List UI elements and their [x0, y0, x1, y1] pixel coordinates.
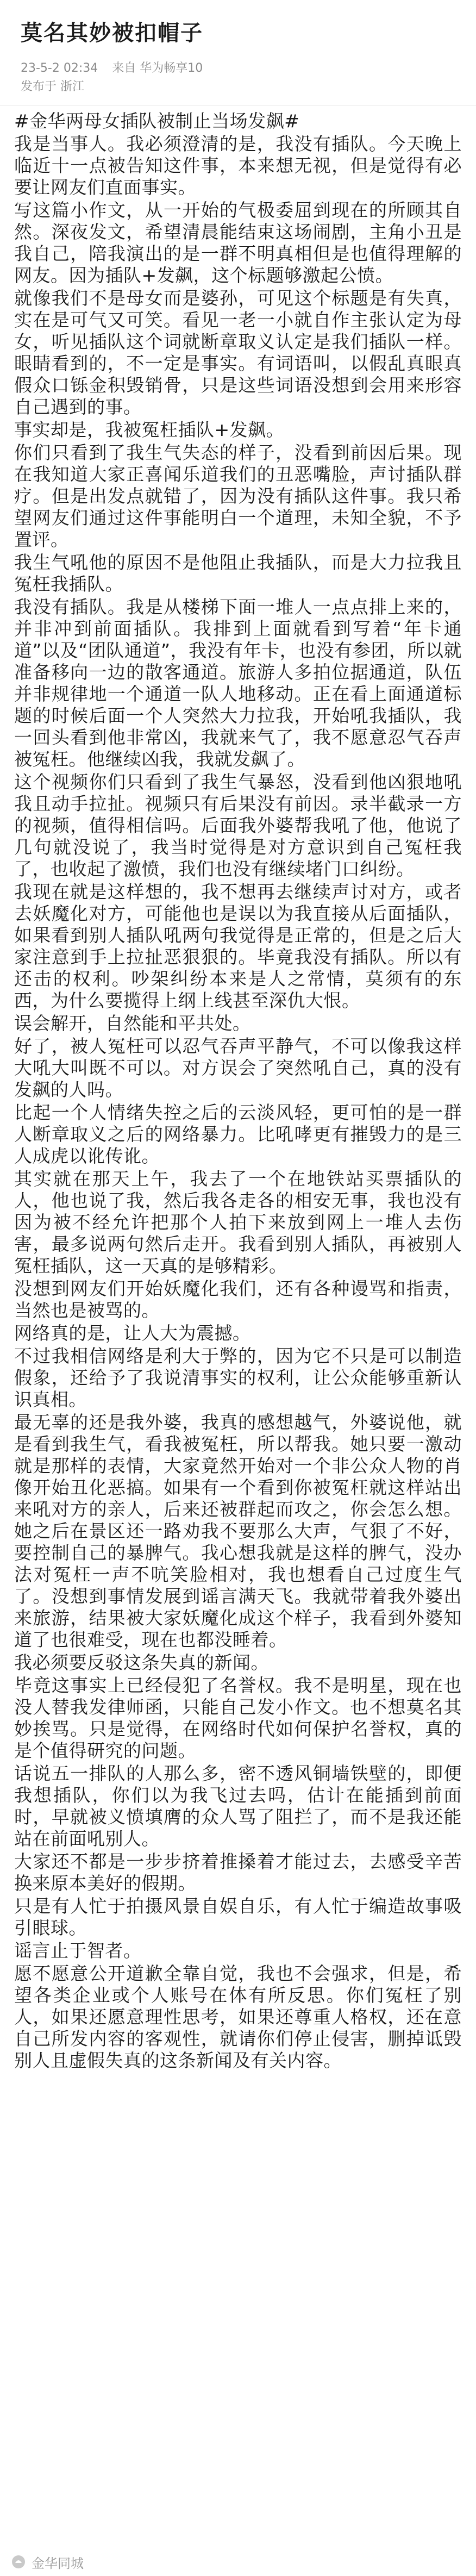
post-paragraph: 最无辜的还是我外婆，我真的感想越气，外婆说他，就是看到我生气，看我被冤枉，所以帮我。她只要一激动就是那样的表情，大家竟然开始对一个非公众人物的肖像开始丑化恶搞。如果有一个看到你被冤枉就这样站出来吼对方的亲人，后来还被群起而攻之，你会怎么想。她之后在景区还一路劝我不要那么大声，气狠了不好，要控制自己的暴脾气。我心想我就是这样的脾气，没办法对冤枉一声不吭笑脸相对，我也想看自己过度生气了。没想到事情发展到谣言满天飞。我就带着我外婆出来旅游，结果被大家妖魔化成这个样子，我看到外婆知道了也很难受，现在也都没睡着。: [14, 1412, 462, 1650]
post-paragraph: 事实却是，我被冤枉插队+发飙。: [14, 419, 285, 440]
post-paragraph: 谣言止于智者。: [14, 1940, 142, 1961]
post-body: [0, 106, 476, 2072]
post-title: 莫名其妙被扣帽子: [21, 21, 203, 46]
post-paragraph: 网络真的是，让人大为震撼。: [14, 1323, 251, 1344]
post-paragraph: 写这篇小作文，从一开始的气极委屈到现在的所顾其自然。深夜发文，希望清晨能结束这场闹剧，主角小丑是我自己，陪我演出的是一群不明真相但是也值得理解的网友。因为插队+发飙，这个标题够激起公愤。: [14, 199, 462, 286]
post-paragraph: 其实就在那天上午，我去了一个在地铁站买票插队的人，他也说了我，然后我各走各的相安无事，我也没有因为被不经允许把那个人拍下来放到网上一堆人去伤害，最多说两句然后走开。我看到别人插队，再被别人冤枉插队，这一天真的是够精彩。: [14, 1168, 462, 1276]
post-paragraph: 你们只看到了我生气失态的样子，没看到前因后果。现在我知道大家正喜闻乐道我们的丑恶嘴脸，声讨插队群疗。但是出发点就错了，因为没有插队这件事。我只希望网友们通过这件事能明白一个道理，未知全貌，不予置评。: [14, 442, 462, 550]
post-paragraph: 我生气吼他的原因不是他阻止我插队，而是大力拉我且冤枉我插队。: [14, 552, 462, 595]
post-paragraph: 不过我相信网络是利大于弊的，因为它不只是可以制造假象，还给予了我说清事实的权利，让公众能够重新认识真相。: [14, 1345, 462, 1410]
post-datetime: 23-5-2 02:34: [21, 61, 98, 75]
post-paragraph: 比起一个人情绪失控之后的云淡风轻，更可怕的是一群人断章取义之后的网络暴力。比吼哮更有摧毁力的是三人成虎以讹传讹。: [14, 1102, 462, 1167]
post-paragraph: 我必须要反驳这条失真的新闻。: [14, 1652, 269, 1673]
post-paragraph: 我是当事人。我必须澄清的是，我没有插队。今天晚上临近十一点被告知这件事，本来想无视，但是觉得有必要让网友们直面事实。: [14, 133, 462, 198]
post-paragraph: 毕竟这事实上已经侵犯了名誉权。我不是明星，现在也没人替我发律师函，只能自己发小作文。也不想莫名其妙挨骂。只是觉得，在网络时代如何保护名誉权，真的是个值得研究的问题。: [14, 1675, 462, 1761]
post-paragraph: 愿不愿意公开道歉全靠自觉，我也不会强求，但是，希望各类企业或个人账号在体有所反思。你们冤枉了别人，如果还愿意理性思考，如果还尊重人格权，还在意自己所发内容的客观性，就请你们停止侵害，删掉诋毁别人且虚假失真的这条新闻及有关内容。: [14, 1963, 462, 2071]
post-paragraph: 没想到网友们开始妖魔化我们，还有各种谩骂和指责，当然也是被骂的。: [14, 1278, 462, 1321]
post-meta: [21, 60, 455, 77]
post-paragraph: 只是有人忙于拍摄风景自娱自乐，有人忙于编造故事吸引眼球。: [14, 1895, 462, 1938]
post-paragraph: 大家还不都是一步步挤着推搡着才能过去，去感受辛苦换来原本美好的假期。: [14, 1851, 462, 1894]
post-paragraph: 就像我们不是母女而是婆孙，可见这个标题是有失真，实在是可气又可笑。看见一老一小就自作主张认定为母女，听见插队这个词就断章取义认定是我们插队一样。眼睛看到的，不一定是事实。有词语叫，以假乱真眼真假众口铄金积毁销骨，只是这些词语没想到会用来形容自己遇到的事。: [14, 288, 462, 417]
post-location: 发布于 浙江: [21, 80, 84, 93]
post-paragraph: 好了，被人冤枉可以忍气吞声平静气，不可以像我这样大吼大叫既不可以。对方误会了突然吼自己，真的没有发飙的人吗。: [14, 1036, 462, 1100]
post-paragraph: 我没有插队。我是从楼梯下面一堆人一点点排上来的，并非冲到前面插队。我排到上面就看到写着“年卡通道”以及“团队通道”，我没有年卡，也没有参团，所以就准备移向一边的散客通道。旅游人多拍位据通道，队伍并非规律地一个通道一队人地移动。正在看上面通道标题的时候后面一个人突然大力拉我，开始吼我插队，我一回头看到他非常凶，我就来气了，我不愿意忍气吞声被冤枉。他继续凶我，我就发飙了。: [14, 596, 462, 770]
post-paragraph: 我现在就是这样想的，我不想再去继续声讨对方，或者去妖魔化对方，可能他也是误以为我直接从后面插队，如果看到别人插队吼两句我觉得是正常的，但是之后大家注意到手上拉扯恶狠狠的。毕竟我没有插队。所以有还击的权利。吵架纠纷本来是人之常情，莫须有的东西，为什么要揽得上纲上线甚至深仇大恨。: [14, 881, 462, 1011]
post-paragraph: 话说五一排队的人那么多，密不透风铜墙铁壁的，即便我想插队，你们以为我飞过去吗，估计在能插到前面时，早就被义愤填膺的众人骂了阻拦了，而不是我还能站在前面吼别人。: [14, 1763, 462, 1849]
footer-bar: [0, 2548, 476, 2576]
post-header: [0, 0, 476, 96]
footer-brand: 金华同城: [32, 2555, 84, 2571]
post-source: 来自 华为畅享10: [112, 61, 203, 75]
post-hashtag-paragraph: #金华两母女插队被制止当场发飙#: [14, 110, 300, 132]
brand-logo-icon: [11, 2554, 26, 2569]
post-paragraph: 误会解开，自然能和平共处。: [14, 1013, 251, 1034]
post-paragraph: 这个视频你们只看到了我生气暴怒，没看到他凶狠地吼我且动手拉扯。视频只有后果没有前因。录半截录一方的视频，值得相信吗。后面我外婆帮我吼了他，他说了几句就没说了，我当时觉得是对方意识到自己冤枉我了，也收起了激愤，我们也没有继续堵门口纠纷。: [14, 771, 462, 880]
